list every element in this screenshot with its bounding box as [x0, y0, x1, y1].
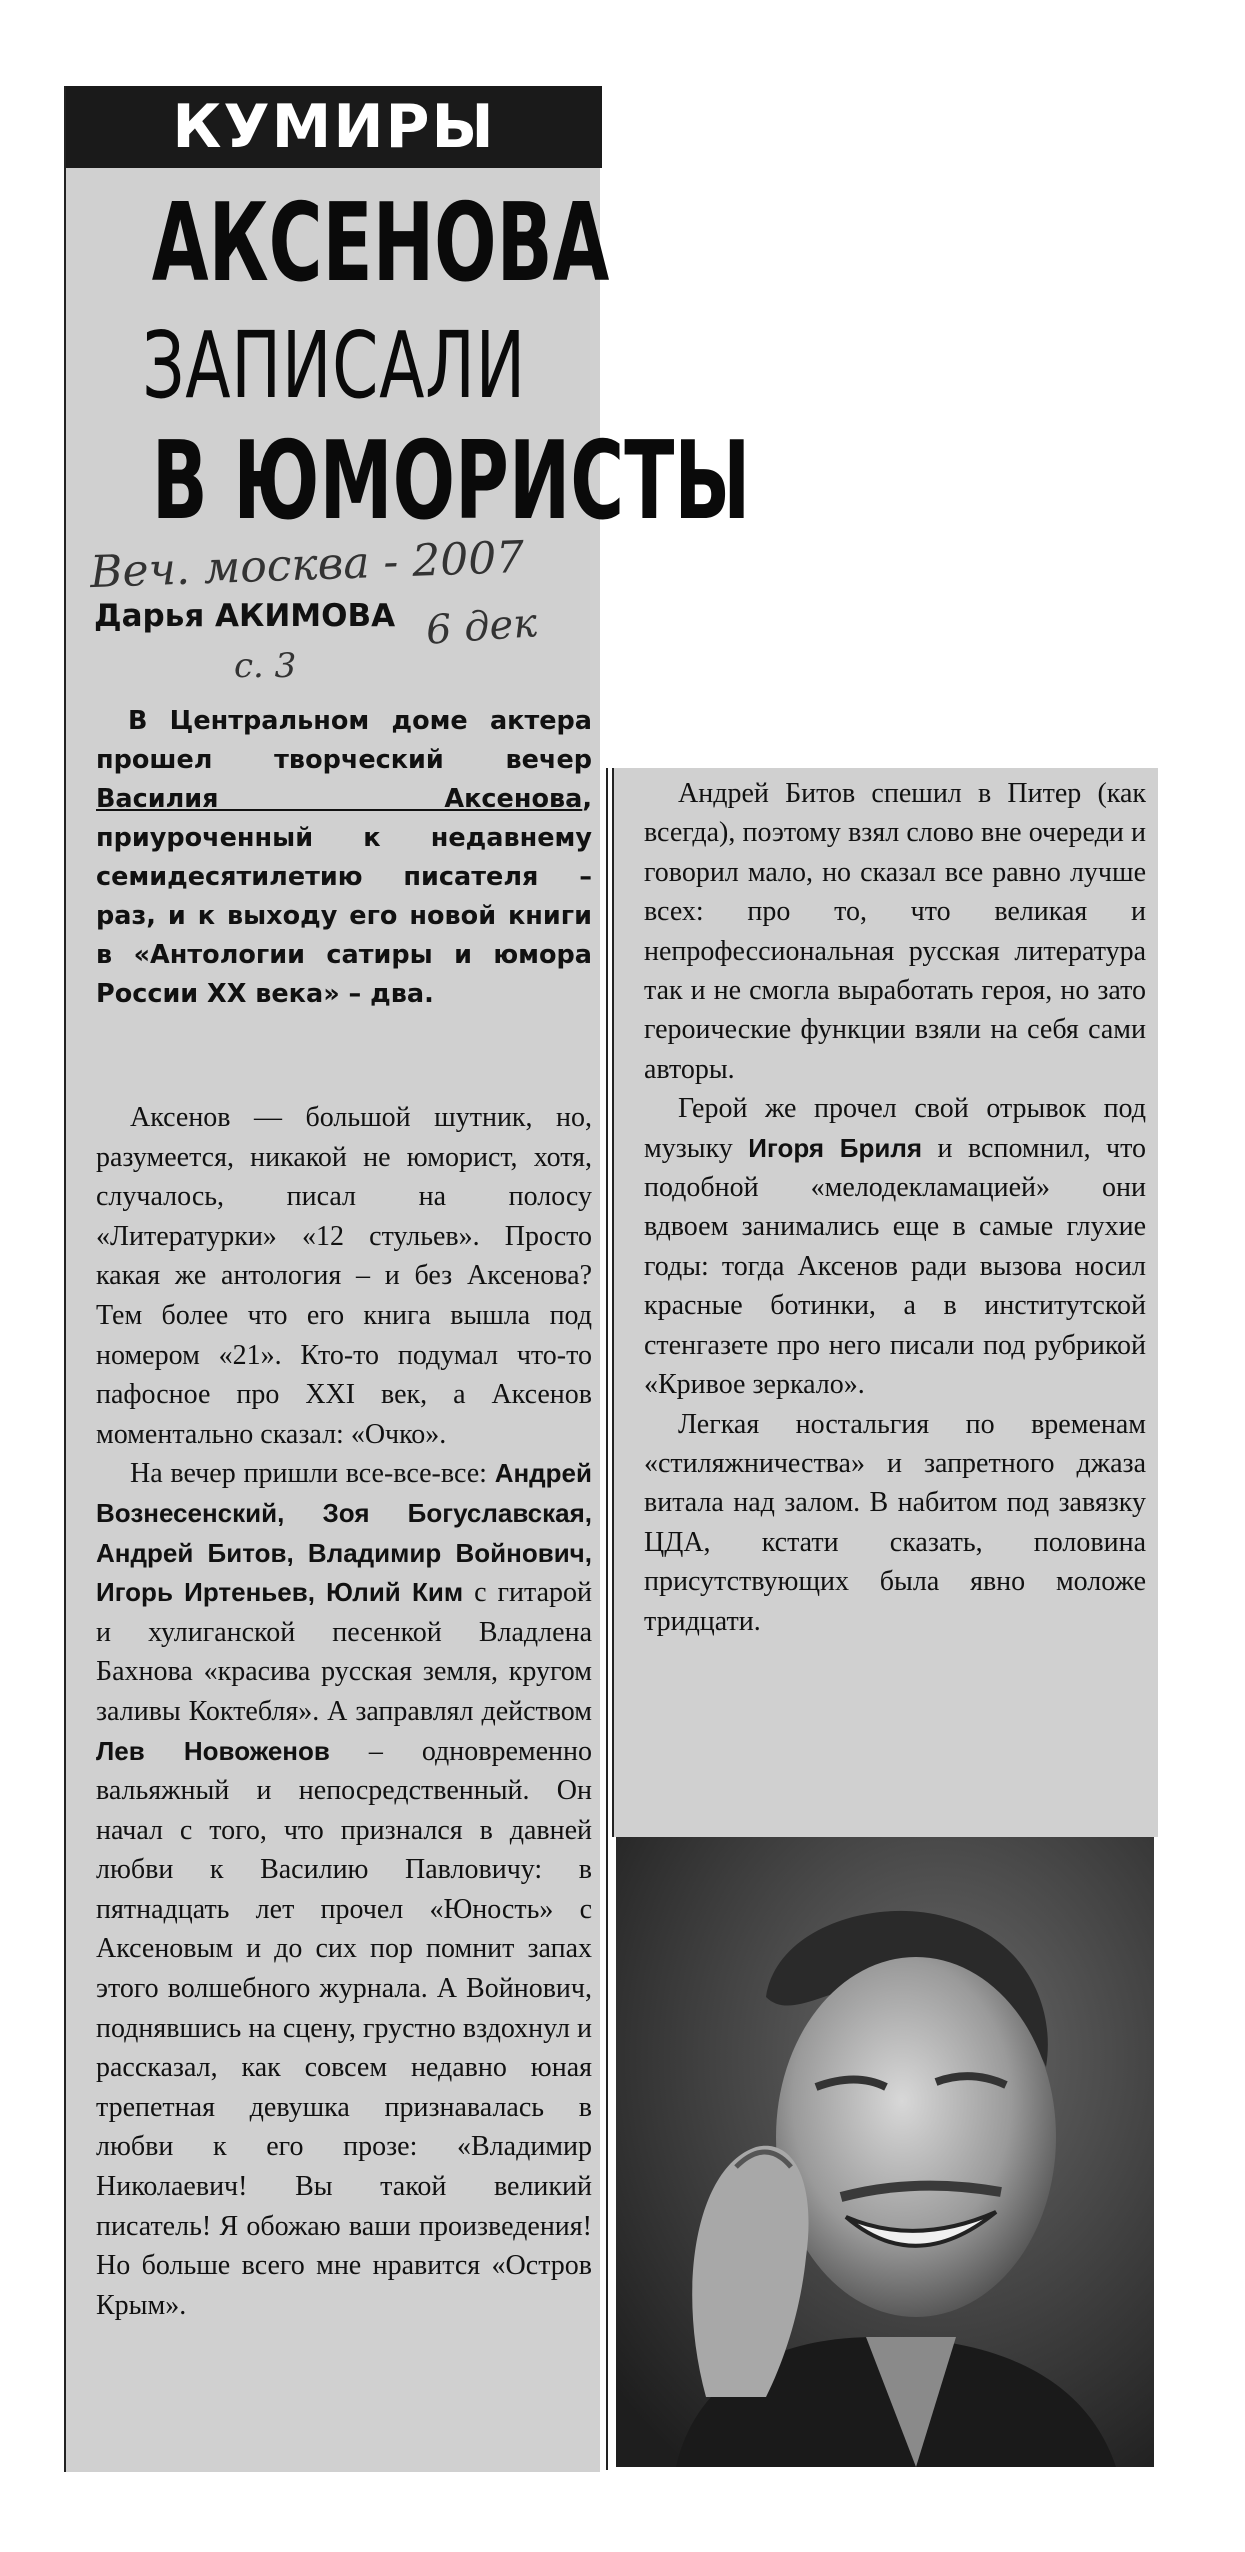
handwritten-page-note: с. 3: [234, 646, 297, 686]
byline: Дарья АКИМОВА: [94, 598, 396, 634]
rubric-label: КУМИРЫ: [66, 86, 602, 168]
portrait-illustration: [616, 1837, 1154, 2467]
paragraph-4: [644, 1089, 1146, 1404]
article-body-left: [96, 1098, 592, 2325]
column-divider: [606, 768, 608, 2470]
paragraph-2-text-3: – одновременно вальяжный и непосредственный. Он начал с того, что признался в давней любви к Василию Павловичу: в пятнадцать лет прочел «Юность» с Аксеновым и до сих пор помнит запах этого волшебного журнала. А Войнович, поднявшись на сцену, грустно вздохнул и рассказал, как совсем недавно юная трепетная девушка признавалась в любви к его прозе: «Владимир Николаевич! Вы такой великий писатель! Я обожаю ваши произведения! Но больше всего мне нравится «Остров Крым».: [96, 1735, 593, 2321]
paragraph-3: Андрей Битов спешил в Питер (как всегда), поэтому взял слово вне очереди и говорил мало, но сказал все равно лучше всех: про то, что великая и непрофессиональная русская литература так и не смогла выработать героя, но зато героические функции взяли на себя сами авторы.: [644, 778, 1146, 1085]
paragraph-2-guests: Андрей Вознесенский, Зоя Богуславская, Андрей Битов, Владимир Войнович, Игорь Иртеньев, Юлий Ким: [96, 1458, 592, 1608]
paragraph-4-text-1: Герой же прочел свой отрывок под музыку: [644, 1093, 1146, 1164]
paragraph-1: Аксенов — большой шутник, но, разумеется, никакой не юморист, хотя, случалось, писал на полосу «Литературки» «12 стульев». Просто какая же антология – и без Аксенова? Тем более что его книга вышла под номером «21». Кто-то подумал что-то пафосное про XXI век, а Аксенов моментально сказал: «Очко».: [96, 1102, 592, 1450]
paragraph-2: [96, 1454, 592, 2325]
paragraph-2-text-1: На вечер пришли все-все-все:: [130, 1458, 495, 1490]
paragraph-4-musician: Игоря Бриля: [748, 1132, 923, 1163]
handwritten-source-note: Веч. москва - 2007: [89, 531, 526, 599]
paragraph-2-text-2: с гитарой и хулиганской песенкой Владлена Бахнова «красива русская земля, кругом заливы Коктебля». А заправлял действом: [96, 1577, 592, 1727]
lead-text-1: В Центральном доме актера прошел творческий вечер: [96, 706, 592, 775]
paragraph-2-host: Лев Новоженов: [96, 1735, 330, 1766]
lead-paragraph: [96, 702, 592, 1014]
handwritten-date-note: 6 дек: [424, 600, 539, 654]
face: [776, 1957, 1056, 2317]
portrait-photo: [616, 1837, 1154, 2467]
paragraph-4-text-2: и вспомнил, что подобной «мелодекламацией» они вдвоем занимались еще в самые глухие годы: тогда Аксенов ради вызова носил красные ботинки, а в институтской стенгазете про него писали под рубрикой «Кривое зеркало».: [644, 1132, 1146, 1401]
headline-line-2: ЗАПИСАЛИ: [142, 312, 526, 419]
paragraph-5: Легкая ностальгия по временам «стиляжничества» и запретного джаза витала над залом. В набитом под завязку ЦДА, кстати сказать, половина присутствующих была явно моложе тридцати.: [644, 1408, 1146, 1637]
right-column: [612, 768, 1158, 1837]
headline-line-3: В ЮМОРИСТЫ: [151, 419, 751, 544]
left-column: [64, 86, 751, 2472]
article-body-right: [644, 774, 1146, 1641]
lead-text-2: , приуроченный к недавнему семидесятилетию писателя – раз, и к выходу его новой книги в «Антологии сатиры и юмора России XX века» – два.: [96, 784, 592, 1009]
lead-underlined-name: Василия Аксенова: [96, 784, 583, 814]
headline-line-1: АКСЕНОВА: [151, 181, 610, 306]
